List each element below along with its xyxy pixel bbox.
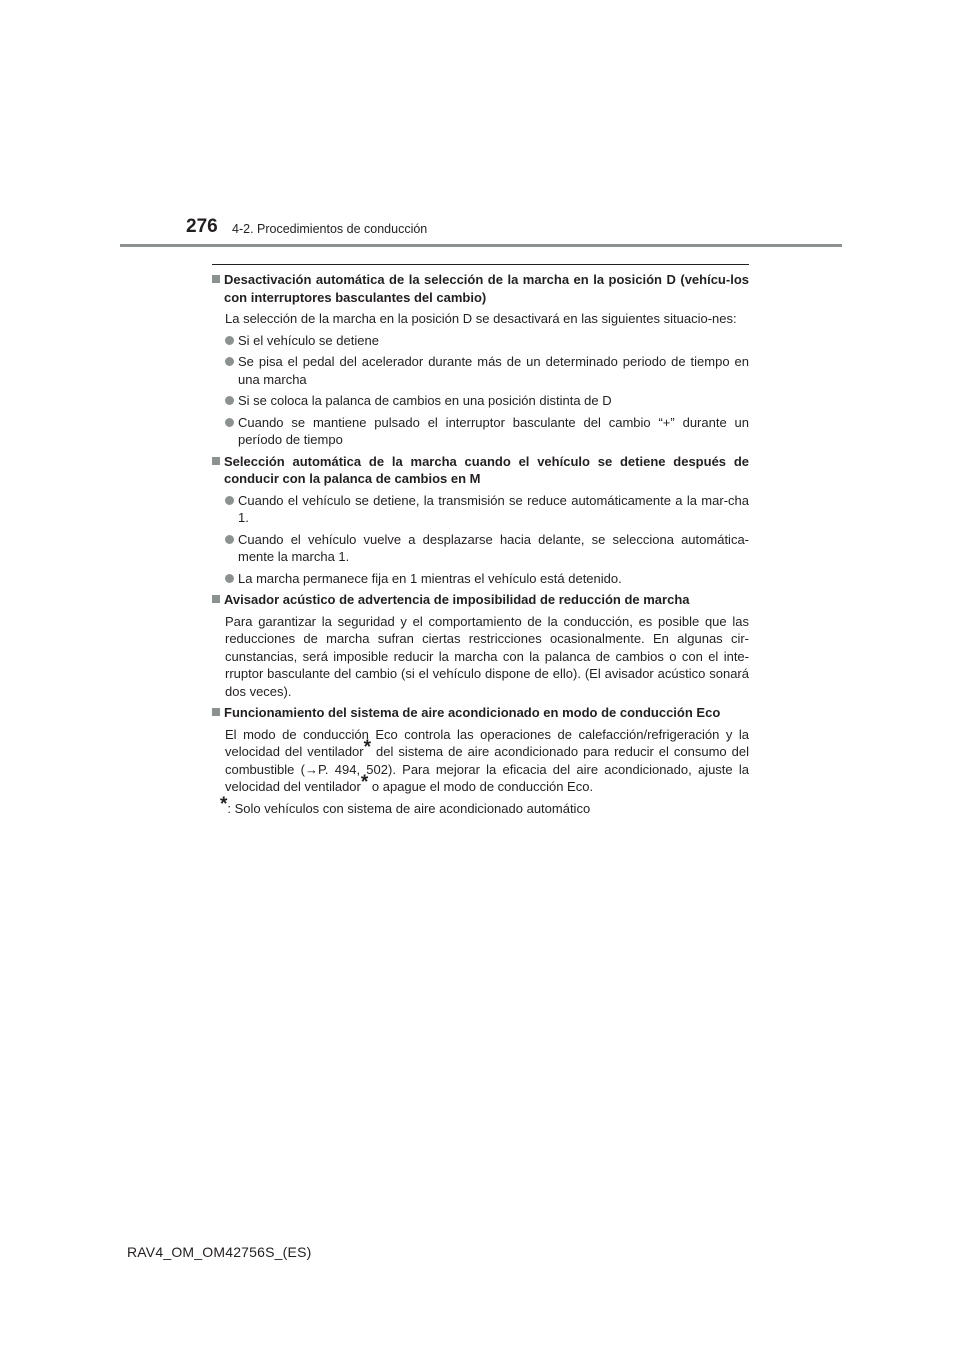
circle-bullet-icon <box>225 496 234 505</box>
header-rule <box>120 244 842 247</box>
square-bullet-icon <box>212 708 220 716</box>
list-item-text: Cuando se mantiene pulsado el interruptor basculante del cambio “+” durante un período de tiempo <box>238 414 749 447</box>
paragraph <box>212 726 749 796</box>
footer-doc-code: RAV4_OM_OM42756S_(ES) <box>127 1244 312 1260</box>
asterisk-mark: * <box>363 737 372 758</box>
footnote-text: : Solo vehículos con sistema de aire acondicionado automático <box>227 800 591 816</box>
paragraph-text: del sistema de aire acondicionado para reducir el consumo del combustible ( <box>225 744 749 777</box>
circle-bullet-icon <box>225 418 234 427</box>
list-item-text: Cuando el vehículo se detiene, la transmisión se reduce automáticamente a la mar-cha 1. <box>238 492 749 525</box>
list-item <box>212 492 749 527</box>
heading-text: Funcionamiento del sistema de aire acondicionado en modo de conducción Eco <box>224 705 721 720</box>
paragraph-text: El modo de conducción Eco controla las operaciones de calefacción/refrigeración y la velocidad del ventilador <box>225 726 749 759</box>
heading-text: Avisador acústico de advertencia de imposibilidad de reducción de marcha <box>224 592 690 607</box>
section-heading-1 <box>212 271 749 306</box>
list-item <box>212 414 749 449</box>
asterisk-mark: * <box>220 793 228 815</box>
list-item <box>212 531 749 566</box>
heading-text: Selección automática de la marcha cuando el vehículo se detiene después de conducir con la palanca de cambios en M <box>224 453 749 486</box>
circle-bullet-icon <box>225 357 234 366</box>
circle-bullet-icon <box>225 336 234 345</box>
list-item <box>212 353 749 388</box>
page-number: 276 <box>186 216 218 237</box>
footnote <box>212 793 749 818</box>
list-item-text: La marcha permanece fija en 1 mientras el vehículo está detenido. <box>238 570 622 586</box>
square-bullet-icon <box>212 275 220 283</box>
square-bullet-icon <box>212 457 220 465</box>
paragraph-text: o apague el modo de conducción Eco. <box>368 779 594 794</box>
list-item-text: Se pisa el pedal del acelerador durante más de un determinado periodo de tiempo en una marcha <box>238 354 749 387</box>
circle-bullet-icon <box>225 574 234 583</box>
section-title: 4-2. Procedimientos de conducción <box>232 222 428 236</box>
list-item-text: Si el vehículo se detiene <box>238 332 379 348</box>
section-heading-3 <box>212 591 749 609</box>
circle-bullet-icon <box>225 396 234 405</box>
paragraph: La selección de la marcha en la posición D se desactivará en las siguientes situacio-nes: <box>225 311 737 326</box>
asterisk-mark: * <box>360 772 369 793</box>
list-item <box>212 332 749 350</box>
content-top-rule <box>212 264 749 265</box>
list-item <box>212 392 749 410</box>
page-content <box>212 264 749 817</box>
paragraph: Para garantizar la seguridad y el comportamiento de la conducción, es posible que las reducciones de marcha sufran ciertas restricciones ocasionalmente. En algunas cir-cunstancias, será imposible reducir la marcha con la palanca de cambios o con el inte-rruptor basculante del cambio (si el vehículo dispone de ello). (El avisador acústico sonará dos veces). <box>225 613 749 699</box>
list-item-text: Cuando el vehículo vuelve a desplazarse hacia delante, se selecciona automática-mente la marcha 1. <box>238 531 749 564</box>
list-item <box>212 570 749 588</box>
arrow-right-icon: → <box>304 761 318 777</box>
circle-bullet-icon <box>225 535 234 544</box>
list-item-text: Si se coloca la palanca de cambios en una posición distinta de D <box>238 393 612 408</box>
square-bullet-icon <box>212 595 220 603</box>
section-heading-2 <box>212 453 749 488</box>
paragraph-text: P. 494, 502). Para mejorar la eficacia del aire acondicionado, ajuste la velocidad del ventilador <box>225 761 749 794</box>
heading-text: Desactivación automática de la selección de la marcha en la posición D (vehícu-los con interruptores basculantes del cambio) <box>224 272 749 305</box>
section-heading-4 <box>212 704 749 722</box>
